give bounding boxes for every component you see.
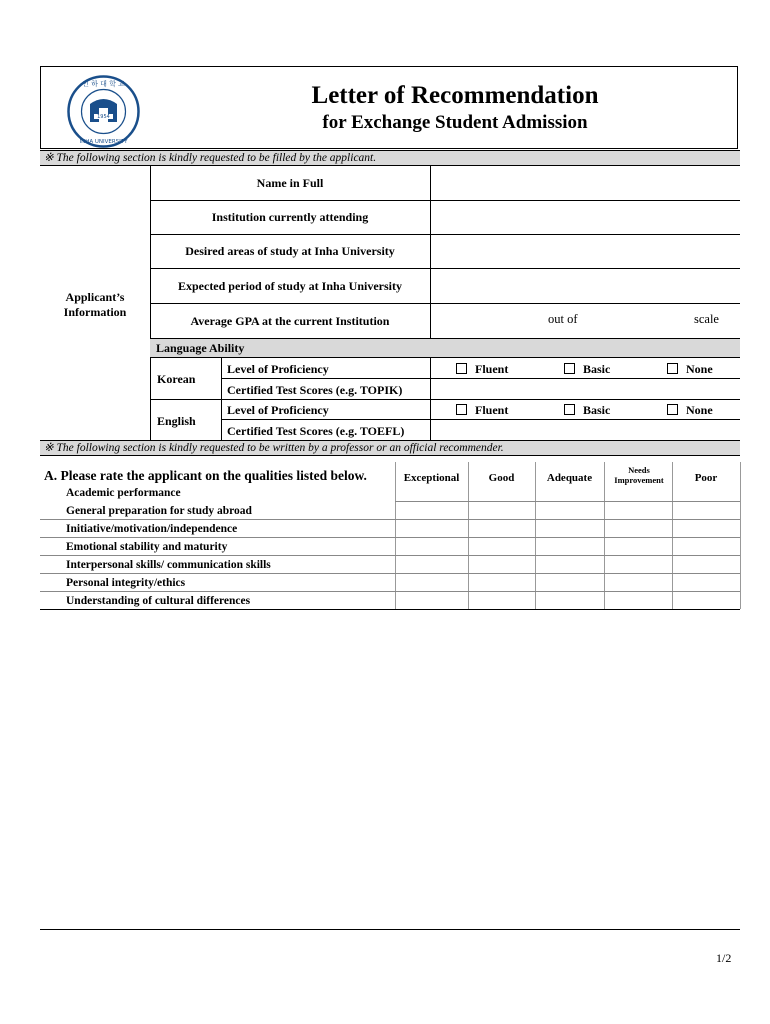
footer-divider bbox=[40, 929, 740, 930]
page-number: 1/2 bbox=[716, 951, 732, 965]
checkbox-icon[interactable] bbox=[667, 404, 678, 415]
english-basic-option[interactable]: Basic bbox=[564, 403, 610, 418]
quality-row: Initiative/motivation/independence bbox=[66, 523, 238, 535]
grid-line bbox=[468, 462, 469, 609]
quality-row: Interpersonal skills/ communication skills bbox=[66, 559, 271, 571]
quality-row: Emotional stability and maturity bbox=[66, 541, 228, 553]
korean-scores-label: Certified Test Scores (e.g. TOPIK) bbox=[227, 383, 403, 397]
checkbox-icon[interactable] bbox=[564, 363, 575, 374]
col-needs-improvement: Needs Improvement bbox=[614, 465, 664, 485]
grid-line bbox=[40, 591, 740, 592]
quality-row: Personal integrity/ethics bbox=[66, 577, 186, 589]
grid-line bbox=[740, 462, 741, 609]
checkbox-icon[interactable] bbox=[456, 404, 467, 415]
language-ability-title: Language Ability bbox=[156, 341, 245, 355]
english-fluent-option[interactable]: Fluent bbox=[456, 403, 508, 418]
field-label-gpa: Average GPA at the current Institution bbox=[190, 314, 390, 328]
svg-text:INHA UNIVERSITY: INHA UNIVERSITY bbox=[79, 139, 128, 145]
page-title: Letter of Recommendation bbox=[311, 82, 599, 109]
english-level-label: Level of Proficiency bbox=[227, 403, 329, 417]
grid-line bbox=[221, 419, 740, 420]
grid-line bbox=[150, 399, 740, 400]
field-label-study-areas: Desired areas of study at Inha University bbox=[185, 244, 395, 258]
recommender-note: ※ The following section is kindly requested to be written by a professor or an official recommender. bbox=[40, 440, 740, 456]
grid-line bbox=[40, 519, 740, 520]
col-adequate: Adequate bbox=[546, 472, 593, 484]
korean-level-label: Level of Proficiency bbox=[227, 362, 329, 376]
english-scores-label: Certified Test Scores (e.g. TOEFL) bbox=[227, 424, 405, 438]
svg-text:1954: 1954 bbox=[97, 114, 110, 120]
quality-row: Academic performance bbox=[66, 487, 181, 499]
korean-label: Korean bbox=[157, 372, 196, 386]
quality-row: Understanding of cultural differences bbox=[66, 595, 251, 607]
svg-text:인 하 대 학 교: 인 하 대 학 교 bbox=[82, 80, 125, 88]
grid-line bbox=[604, 462, 605, 609]
grid-line bbox=[150, 200, 740, 201]
english-label: English bbox=[157, 414, 196, 428]
field-label-study-period: Expected period of study at Inha University bbox=[177, 279, 402, 293]
field-label-name: Name in Full bbox=[256, 176, 324, 190]
field-label-institution: Institution currently attending bbox=[211, 210, 369, 224]
korean-fluent-option[interactable]: Fluent bbox=[456, 362, 508, 377]
grid-line bbox=[672, 462, 673, 609]
col-good: Good bbox=[488, 472, 515, 484]
grid-line bbox=[150, 268, 740, 269]
rating-heading: A. Please rate the applicant on the qualities listed below. bbox=[44, 468, 367, 483]
quality-row: General preparation for study abroad bbox=[66, 505, 252, 517]
checkbox-icon[interactable] bbox=[667, 363, 678, 374]
english-none-option[interactable]: None bbox=[667, 403, 713, 418]
grid-line bbox=[221, 378, 740, 379]
applicant-info-label: Applicant’s Information bbox=[63, 290, 127, 319]
checkbox-icon[interactable] bbox=[564, 404, 575, 415]
gpa-scale-label: scale bbox=[694, 312, 719, 326]
grid-line bbox=[430, 166, 431, 338]
grid-line bbox=[150, 234, 740, 235]
gpa-out-of-label: out of bbox=[548, 312, 578, 326]
checkbox-icon[interactable] bbox=[456, 363, 467, 374]
grid-line bbox=[395, 501, 740, 502]
korean-none-option[interactable]: None bbox=[667, 362, 713, 377]
grid-line bbox=[535, 462, 536, 609]
col-poor: Poor bbox=[694, 472, 718, 484]
grid-line bbox=[395, 462, 396, 609]
grid-line bbox=[150, 303, 740, 304]
korean-basic-option[interactable]: Basic bbox=[564, 362, 610, 377]
grid-line bbox=[40, 609, 740, 610]
applicant-note: ※ The following section is kindly requested to be filled by the applicant. bbox=[40, 150, 740, 166]
grid-line bbox=[40, 573, 740, 574]
university-seal-logo bbox=[66, 74, 141, 149]
grid-line bbox=[40, 555, 740, 556]
page-subtitle: for Exchange Student Admission bbox=[322, 112, 588, 133]
col-exceptional: Exceptional bbox=[403, 472, 460, 484]
grid-line bbox=[40, 537, 740, 538]
